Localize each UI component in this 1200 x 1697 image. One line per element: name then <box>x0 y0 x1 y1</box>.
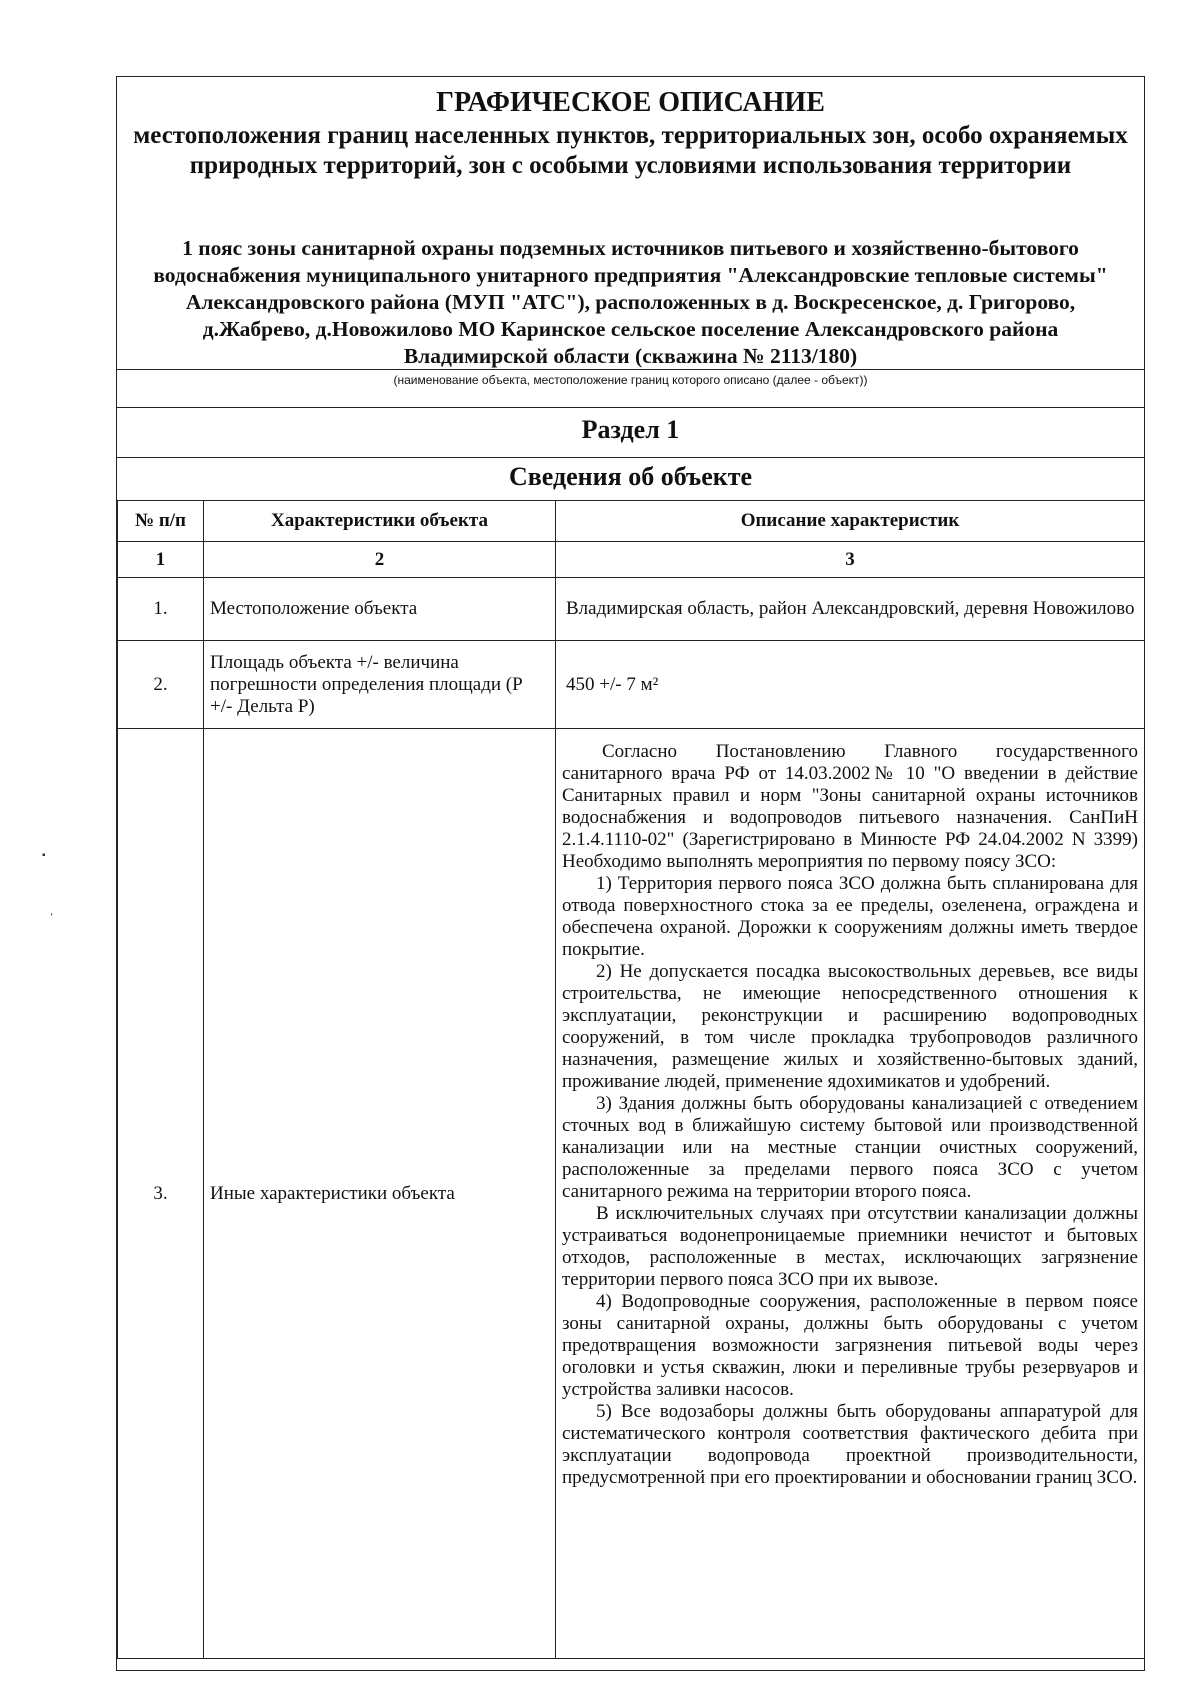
scan-speck: ▪ <box>42 850 46 861</box>
table-row <box>118 578 1145 641</box>
row-description <box>556 729 1145 1659</box>
description-paragraph: 5) Все водозаборы должны быть оборудованы аппаратурой для систематического контроля соответствия фактического дебита при эксплуатации водопровода проектной производительности, предусмотренной при его проектировании и обосновании границ ЗСО. <box>562 1401 1138 1488</box>
description-paragraph: 1) Территория первого пояса ЗСО должна быть спланирована для отвода поверхностного стока за ее пределы, озеленена, ограждена и обеспечена охраной. Дорожки к сооружениям должны иметь твердое покрытие. <box>562 873 1138 960</box>
description-paragraph: В исключительных случаях при отсутствии канализации должны устраиваться водонепроницаемые приемники нечистот и бытовых отходов, расположенные в местах, исключающих загрязнение территории первого пояса ЗСО при их вывозе. <box>562 1203 1138 1290</box>
object-name: 1 пояс зоны санитарной охраны подземных источников питьевого и хозяйственно-бытового водоснабжения муниципального унитарного предприятия "Александровские тепловые системы" Александровского района (МУП "АТС"), расположенных в д. Воскресенское, д. Григорово, д.Жабрево, д.Новожилово МО Каринское сельское поселение Александровского района Владимирской области (скважина № 2113/180) <box>153 236 1108 368</box>
row-characteristic: Иные характеристики объекта <box>204 729 556 1659</box>
section-title: Сведения об объекте <box>508 462 753 491</box>
row-characteristic: Площадь объекта +/- величина погрешности определения площади (Р +/- Дельта Р) <box>204 641 556 729</box>
divider <box>117 407 1144 408</box>
row-number: 3. <box>118 729 204 1659</box>
column-header: Характеристики объекта <box>204 501 556 542</box>
column-number: 3 <box>556 542 1145 578</box>
table-row <box>118 729 1145 1659</box>
object-name-caption: (наименование объекта, местоположение границ которого описано (далее - объект)) <box>393 373 868 387</box>
description-paragraph: Согласно Постановлению Главного государственного санитарного врача РФ от 14.03.2002№ 10 "О введении в действие Санитарных правил и норм "Зоны санитарной охраны источников водоснабжения и водопроводов питьевого назначения. СанПиН 2.1.4.1110-02" (Зарегистрировано в Минюсте РФ 24.04.2002 N 3399) Необходимо выполнять мероприятия по первому поясу ЗСО: <box>562 741 1138 872</box>
description-paragraph: 4) Водопроводные сооружения, расположенные в первом поясе зоны санитарной охраны, должны быть оборудованы с учетом предотвращения возможности загрязнения питьевой воды через оголовки и устья скважин, люки и переливные трубы резервуаров и устройства заливки насосов. <box>562 1291 1138 1400</box>
column-number: 2 <box>204 542 556 578</box>
description-paragraph: 3) Здания должны быть оборудованы канализацией с отведением сточных вод в ближайшую систему бытовой или производственной канализации или на местные станции очистных сооружений, расположенные за пределами первого пояса ЗСО с учетом санитарного режима на территории второго пояса. <box>562 1093 1138 1202</box>
column-number-row <box>118 542 1145 578</box>
divider <box>117 369 1144 370</box>
scan-speck: ‘ <box>50 912 54 923</box>
row-description: 450 +/- 7 м² <box>556 641 1145 729</box>
document-frame <box>116 76 1145 1671</box>
document-title: ГРАФИЧЕСКОЕ ОПИСАНИЕ <box>436 87 825 118</box>
column-header: Описание характеристик <box>556 501 1145 542</box>
column-header: № п/п <box>118 501 204 542</box>
row-number: 2. <box>118 641 204 729</box>
row-number: 1. <box>118 578 204 641</box>
description-paragraph: 2) Не допускается посадка высокоствольных деревьев, все виды строительства, не имеющие непосредственного отношения к эксплуатации, реконструкции и расширению водопроводных сооружений, в том числе прокладка трубопроводов различного назначения, размещение жилых и хозяйственно-бытовых зданий, проживание людей, применение ядохимикатов и удобрений. <box>562 961 1138 1092</box>
section-number: Раздел 1 <box>581 415 680 444</box>
divider <box>117 457 1144 458</box>
table-row <box>118 641 1145 729</box>
document-subtitle: местоположения границ населенных пунктов, территориальных зон, особо охраняемых природных территорий, зон с особыми условиями использования территории <box>133 122 1128 179</box>
object-info-table <box>117 500 1145 1659</box>
row-characteristic: Местоположение объекта <box>204 578 556 641</box>
row-description: Владимирская область, район Александровский, деревня Новожилово <box>556 578 1145 641</box>
table-header-row <box>118 501 1145 542</box>
column-number: 1 <box>118 542 204 578</box>
